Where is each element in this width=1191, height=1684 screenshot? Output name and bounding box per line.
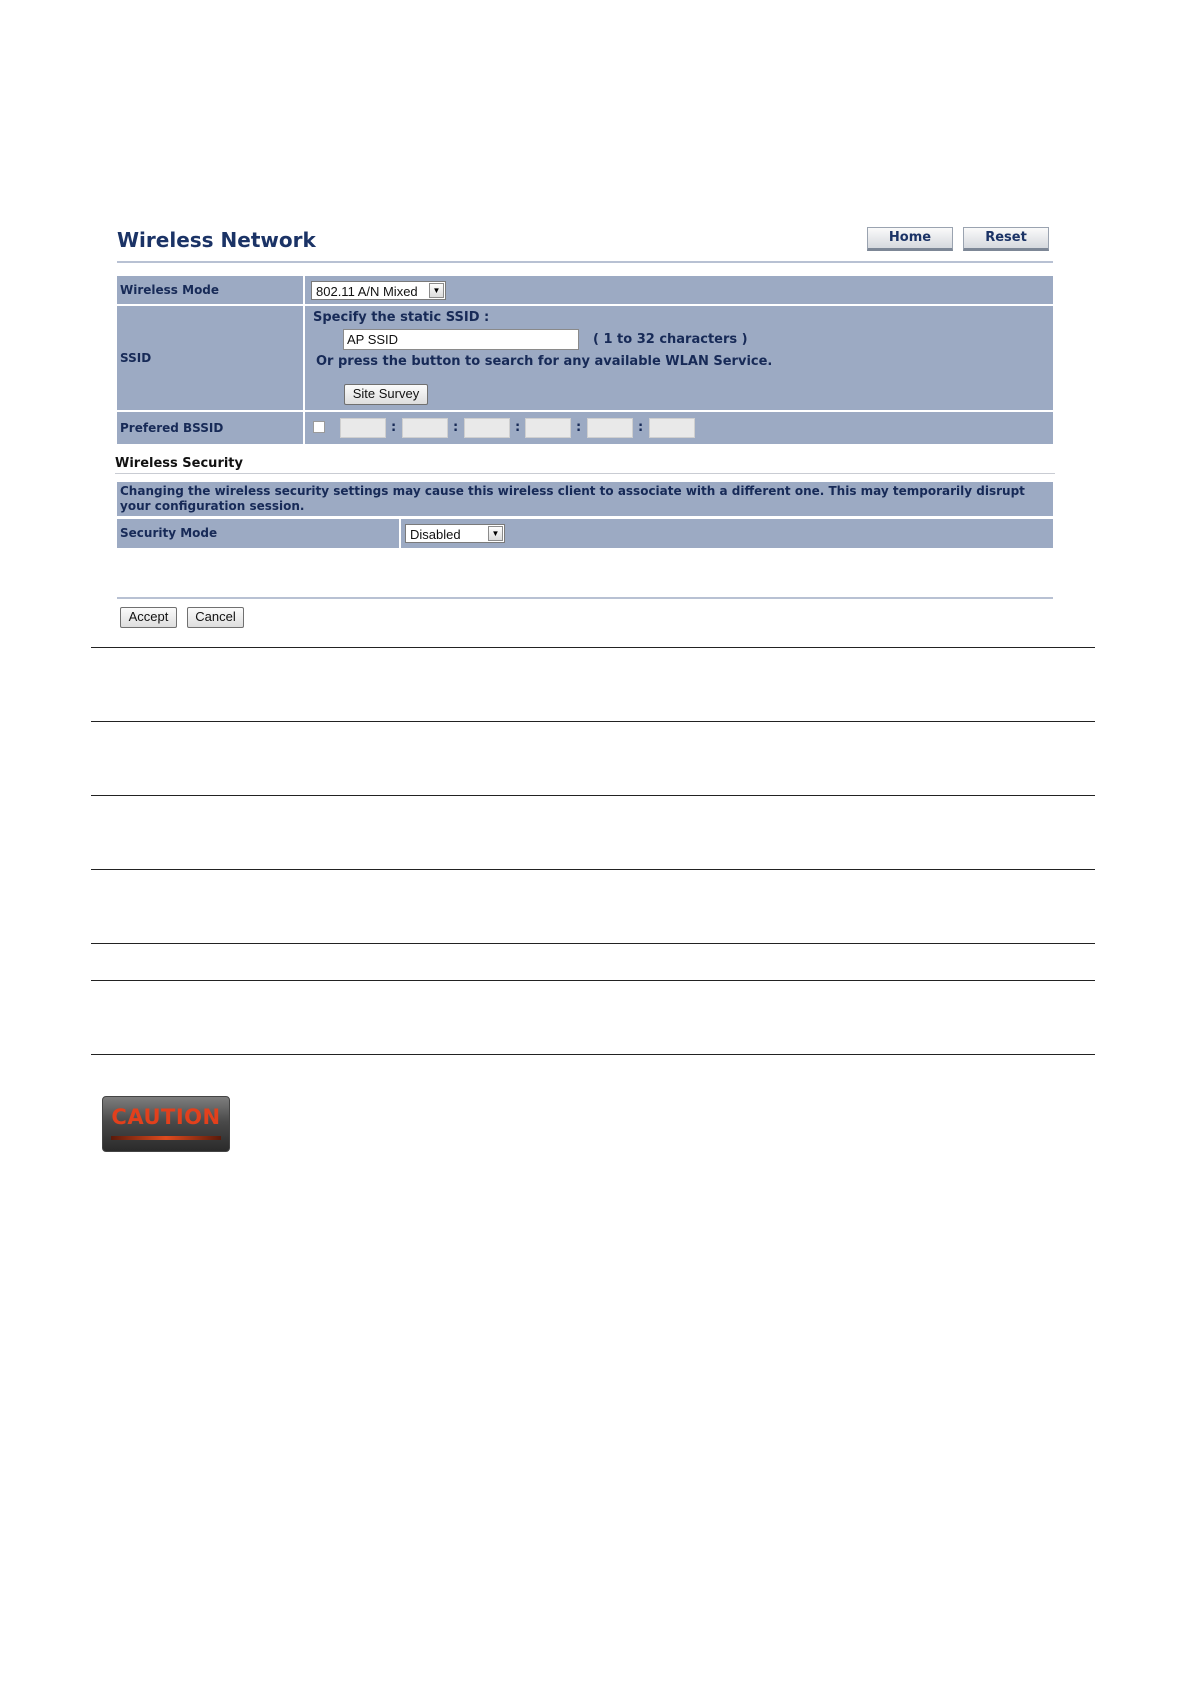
table-rule xyxy=(91,721,1095,722)
ssid-search-text: Or press the button to search for any available WLAN Service. xyxy=(316,354,773,369)
table-rule xyxy=(91,647,1095,648)
page-title: Wireless Network xyxy=(117,228,316,252)
security-mode-select[interactable] xyxy=(405,524,505,543)
caution-bar xyxy=(111,1136,221,1140)
wireless-security-title: Wireless Security xyxy=(115,456,243,471)
bssid-row xyxy=(117,412,1053,444)
security-mode-value: Disabled xyxy=(410,527,461,542)
bssid-separator: : xyxy=(576,420,582,435)
bssid-separator: : xyxy=(515,420,521,435)
chevron-down-icon: ▼ xyxy=(488,526,503,541)
cancel-button[interactable]: Cancel xyxy=(187,607,244,628)
wireless-mode-row xyxy=(117,276,1053,304)
accept-button[interactable]: Accept xyxy=(120,607,177,628)
reset-button[interactable]: Reset xyxy=(963,227,1049,251)
bssid-octet-5[interactable] xyxy=(587,418,633,438)
title-divider xyxy=(117,261,1053,263)
security-mode-label: Security Mode xyxy=(117,519,401,548)
bssid-label: Prefered BSSID xyxy=(117,412,305,444)
site-survey-button[interactable]: Site Survey xyxy=(344,384,428,405)
bssid-checkbox[interactable] xyxy=(313,421,325,433)
table-rule xyxy=(91,795,1095,796)
table-rule xyxy=(91,943,1095,944)
wireless-mode-value: 802.11 A/N Mixed xyxy=(316,284,418,299)
caution-label: CAUTION xyxy=(111,1105,221,1129)
table-rule xyxy=(91,869,1095,870)
security-notice: Changing the wireless security settings may cause this wireless client to associate with a different one. This may temporarily disrupt your configuration session. xyxy=(117,482,1053,516)
security-mode-row xyxy=(117,519,1053,548)
ssid-label: SSID xyxy=(117,306,305,410)
bssid-cell xyxy=(305,412,1053,444)
table-rule xyxy=(91,1054,1095,1055)
caution-icon xyxy=(102,1096,230,1152)
wireless-mode-cell xyxy=(305,276,1053,304)
security-divider xyxy=(115,473,1055,474)
bssid-separator: : xyxy=(391,420,397,435)
ssid-specify-text: Specify the static SSID : xyxy=(313,310,490,325)
home-button[interactable]: Home xyxy=(867,227,953,251)
bssid-separator: : xyxy=(453,420,459,435)
bssid-octet-6[interactable] xyxy=(649,418,695,438)
wireless-mode-select[interactable] xyxy=(311,281,446,300)
ssid-row xyxy=(117,306,1053,410)
chevron-down-icon: ▼ xyxy=(429,283,444,298)
table-rule xyxy=(91,980,1095,981)
bssid-octet-1[interactable] xyxy=(340,418,386,438)
ssid-input[interactable]: AP SSID xyxy=(343,329,579,350)
form-bottom-divider xyxy=(117,597,1053,599)
bssid-octet-3[interactable] xyxy=(464,418,510,438)
wireless-mode-label: Wireless Mode xyxy=(117,276,305,304)
bssid-separator: : xyxy=(638,420,644,435)
ssid-cell xyxy=(305,306,1053,410)
ssid-length-hint: ( 1 to 32 characters ) xyxy=(593,332,748,347)
bssid-octet-4[interactable] xyxy=(525,418,571,438)
bssid-octet-2[interactable] xyxy=(402,418,448,438)
security-mode-cell xyxy=(401,519,1053,548)
